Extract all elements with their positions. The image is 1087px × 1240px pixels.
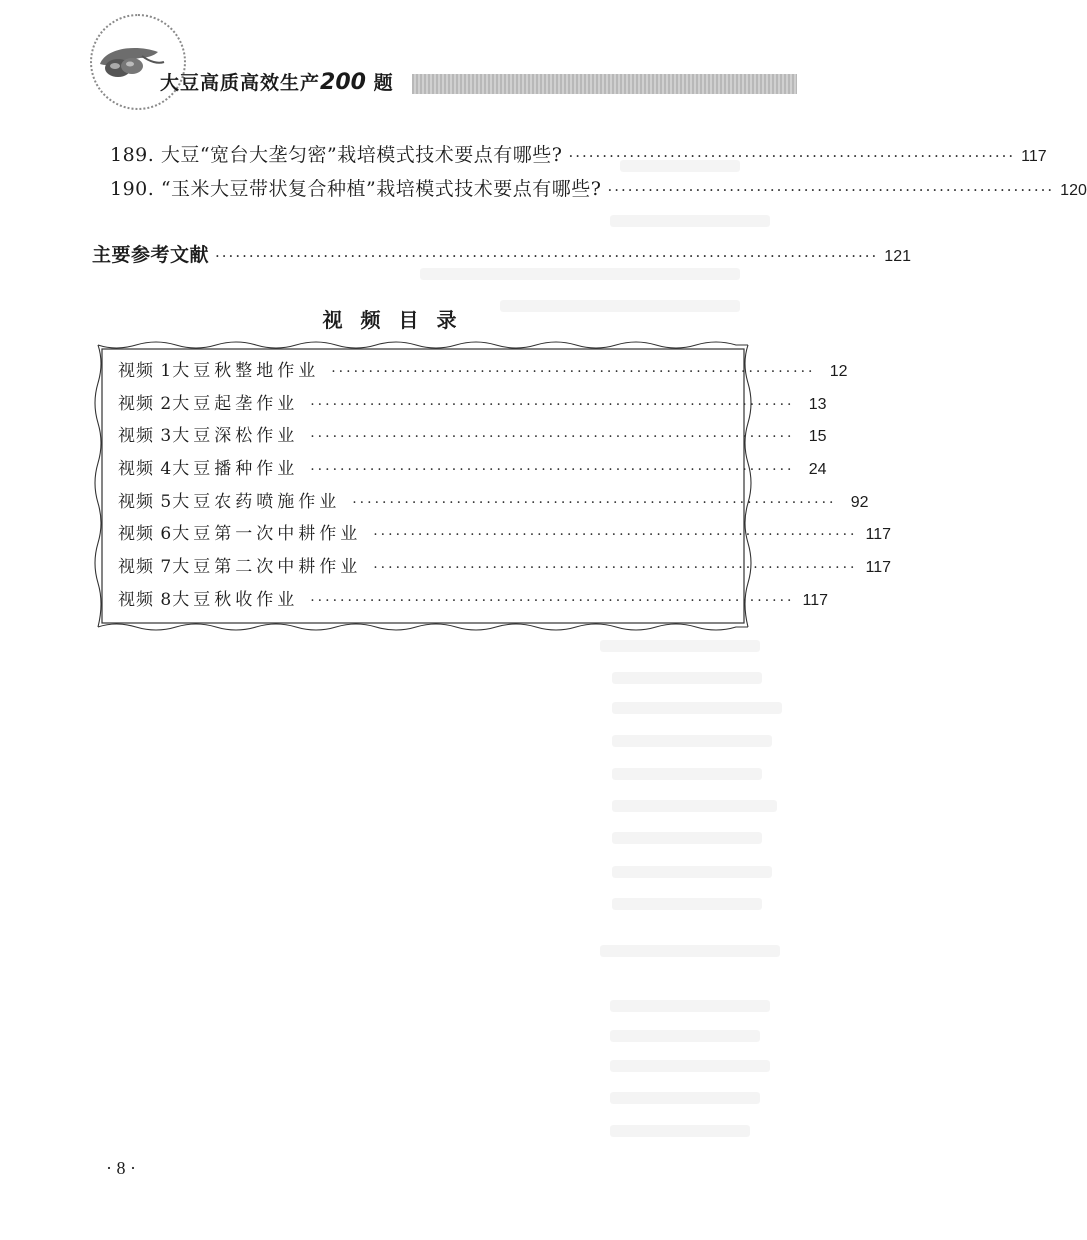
header-band xyxy=(412,74,797,94)
video-title: 大豆农药喷施作业 xyxy=(172,491,341,512)
toc-leader: ································································· xyxy=(373,560,858,577)
toc-leader: ································································· xyxy=(373,527,858,544)
video-title: 大豆起垄作业 xyxy=(172,393,299,414)
video-page: 117 xyxy=(802,591,829,609)
references-entry[interactable] xyxy=(92,240,911,267)
video-item[interactable] xyxy=(118,421,827,454)
toc-entry-page: 117 xyxy=(1021,148,1047,165)
video-item[interactable] xyxy=(118,519,892,552)
video-label: 视频 5 xyxy=(118,491,173,512)
video-page: 13 xyxy=(808,395,827,413)
toc-leader: ································································· xyxy=(310,592,795,609)
header-title-number: 200 xyxy=(320,70,366,95)
video-item[interactable] xyxy=(118,487,869,520)
toc-entry-page: 120 xyxy=(1060,182,1087,199)
video-page: 117 xyxy=(865,559,892,577)
toc-entry-text: 190. “玉米大豆带状复合种植”栽培模式技术要点有哪些? xyxy=(110,178,602,200)
video-section-title: 视频目录 xyxy=(322,308,475,332)
video-label: 视频 3 xyxy=(118,426,173,447)
header-title-suffix: 题 xyxy=(373,72,394,94)
video-item[interactable] xyxy=(118,389,827,422)
video-item[interactable] xyxy=(118,454,827,487)
video-page: 24 xyxy=(808,461,827,479)
video-page: 15 xyxy=(808,428,827,446)
video-item[interactable] xyxy=(118,552,892,585)
video-label: 视频 2 xyxy=(118,393,173,414)
video-label: 视频 6 xyxy=(118,524,173,545)
video-item[interactable] xyxy=(118,585,829,618)
video-title: 大豆播种作业 xyxy=(172,459,299,480)
video-title: 大豆第一次中耕作业 xyxy=(172,524,362,545)
toc-entry[interactable] xyxy=(110,174,1087,201)
running-header xyxy=(0,0,797,120)
toc-leader: ·································································· xyxy=(607,181,1055,199)
video-list xyxy=(118,356,892,618)
toc-leader: ·································································································· xyxy=(215,247,879,265)
toc-leader: ································································· xyxy=(310,396,795,413)
page-number: · 8 · xyxy=(106,1158,136,1178)
video-title: 大豆第二次中耕作业 xyxy=(172,557,362,578)
video-page: 92 xyxy=(850,493,869,511)
header-title-text: 大豆高质高效生产 xyxy=(160,72,321,94)
video-label: 视频 7 xyxy=(118,557,173,578)
video-page: 12 xyxy=(829,363,848,380)
video-label: 视频 1 xyxy=(118,361,173,381)
video-page: 117 xyxy=(865,526,892,544)
video-item[interactable] xyxy=(118,356,848,389)
video-label: 视频 8 xyxy=(118,589,173,610)
toc-leader: ································································· xyxy=(310,429,795,446)
toc-entry[interactable] xyxy=(110,140,1047,167)
video-title: 大豆深松作业 xyxy=(172,426,299,447)
toc-entry-text: 189. 大豆“宽台大垄匀密”栽培模式技术要点有哪些? xyxy=(110,144,563,166)
video-label: 视频 4 xyxy=(118,459,173,480)
references-page: 121 xyxy=(884,248,911,265)
references-text: 主要参考文献 xyxy=(92,244,210,266)
header-title xyxy=(160,68,394,95)
toc-leader: ································································· xyxy=(352,494,837,511)
video-title: 大豆秋整地作业 xyxy=(172,361,320,381)
toc-leader: ································································· xyxy=(331,364,816,380)
soybean-pod-icon xyxy=(96,42,166,82)
toc-leader: ································································· xyxy=(310,462,795,479)
video-title: 大豆秋收作业 xyxy=(172,589,299,610)
toc-leader: ·································································· xyxy=(568,147,1016,165)
